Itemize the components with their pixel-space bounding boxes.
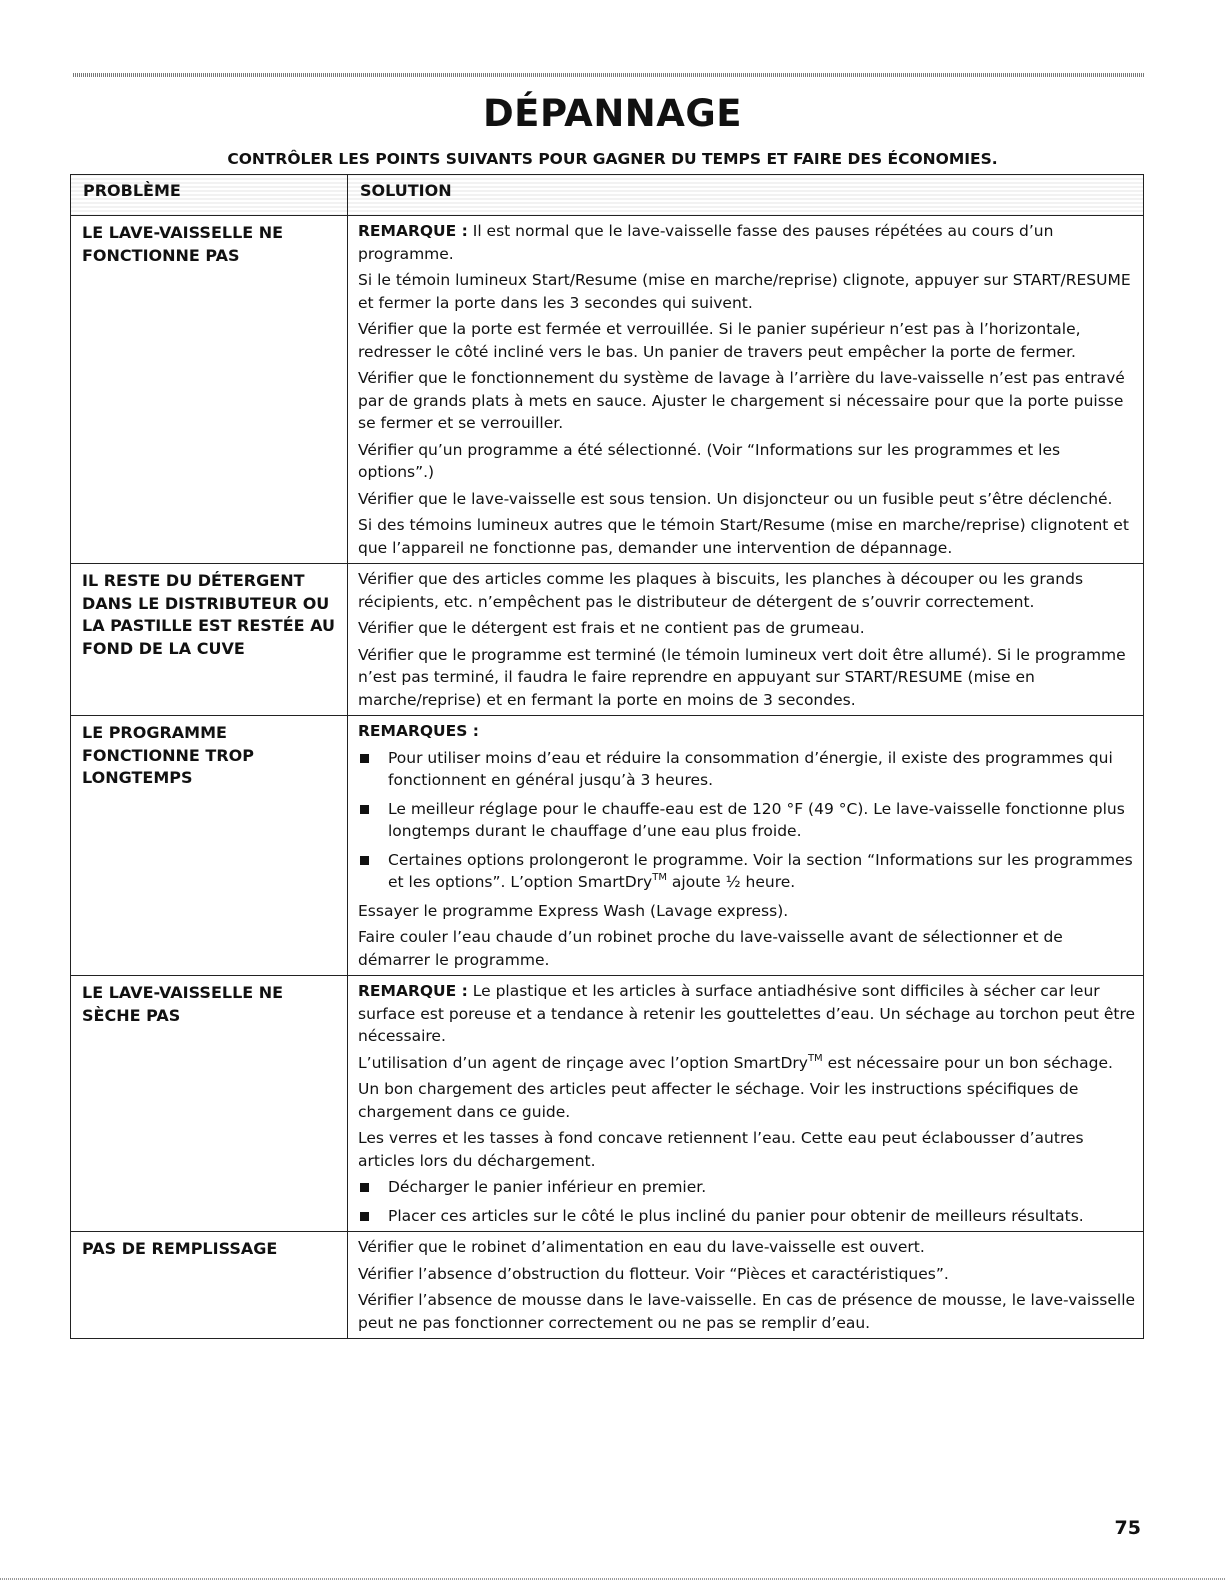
remark-text: Il est normal que le lave-vaisselle fasse des pauses répétées au cours d’un programme. bbox=[358, 222, 1054, 263]
solution-text-part: est nécessaire pour un bon séchage. bbox=[822, 1053, 1113, 1072]
solution-paragraph: Vérifier l’absence d’obstruction du flotteur. Voir “Pièces et caractéristiques”. bbox=[358, 1264, 949, 1283]
solution-paragraph: Si des témoins lumineux autres que le témoin Start/Resume (mise en marche/reprise) clignotent et que l’appareil ne fonctionne pas, demander une intervention de dépannage. bbox=[358, 516, 1129, 557]
trademark-mark: TM bbox=[807, 1052, 823, 1064]
solution-paragraph: Faire couler l’eau chaude d’un robinet proche du lave-vaisselle avant de sélectionner et de démarrer le programme. bbox=[358, 928, 1063, 969]
trademark-mark: TM bbox=[652, 872, 667, 883]
bullet-square-icon bbox=[358, 798, 388, 843]
bullet-item bbox=[358, 849, 1137, 894]
problem-cell: LE PROGRAMME FONCTIONNE TROP LONGTEMPS bbox=[71, 716, 348, 976]
table-row bbox=[71, 976, 1144, 1232]
bullet-square-icon bbox=[358, 849, 388, 894]
solution-cell bbox=[348, 1232, 1144, 1339]
bullet-text: Placer ces articles sur le côté le plus incliné du panier pour obtenir de meilleurs résultats. bbox=[388, 1206, 1084, 1225]
solution-paragraph: Vérifier que le robinet d’alimentation en eau du lave-vaisselle est ouvert. bbox=[358, 1238, 925, 1256]
solution-paragraph bbox=[358, 1052, 1137, 1075]
solution-paragraph: Vérifier que des articles comme les plaques à biscuits, les planches à découper ou les grands récipients, etc. n’empêchent pas le distributeur de détergent de s’ouvrir correctement. bbox=[358, 570, 1084, 611]
solution-cell bbox=[348, 216, 1144, 564]
page-number: 75 bbox=[1114, 1517, 1141, 1539]
problem-cell: LE LAVE-VAISSELLE NE FONCTIONNE PAS bbox=[71, 216, 348, 564]
solution-paragraph: Un bon chargement des articles peut affecter le séchage. Voir les instructions spécifiques de chargement dans ce guide. bbox=[358, 1080, 1079, 1121]
bullet-text: Pour utiliser moins d’eau et réduire la consommation d’énergie, il existe des programmes qui fonctionnent en général jusqu’à 3 heures. bbox=[388, 748, 1113, 789]
table-row bbox=[71, 716, 1144, 976]
solution-paragraph: Vérifier que le programme est terminé (le témoin lumineux vert doit être allumé). Si le programme n’est pas terminé, il faudra le faire reprendre en appuyant sur START/RESUME (mise en marche/reprise) et en fermant la porte en moins de 3 secondes. bbox=[358, 645, 1126, 709]
page-title: DÉPANNAGE bbox=[482, 92, 743, 135]
bullet-text: Décharger le panier inférieur en premier. bbox=[388, 1178, 707, 1196]
solution-cell bbox=[348, 564, 1144, 716]
solution-paragraph: Vérifier que la porte est fermée et verrouillée. Si le panier supérieur n’est pas à l’horizontale, redresser le côté incliné vers le bas. Un panier de travers peut empêcher la porte de fermer. bbox=[358, 320, 1081, 361]
bullet-text bbox=[388, 849, 1137, 894]
solution-paragraph: Les verres et les tasses à fond concave retiennent l’eau. Cette eau peut éclabousser d’autres articles lors du déchargement. bbox=[358, 1129, 1084, 1170]
solution-text-part: L’utilisation d’un agent de rinçage avec l’option SmartDry bbox=[358, 1053, 808, 1072]
problem-cell: PAS DE REMPLISSAGE bbox=[71, 1232, 348, 1339]
remark-text: Le plastique et les articles à surface antiadhésive sont difficiles à sécher car leur surface est poreuse et a tendance à retenir les gouttelettes d’eau. Un séchage au torchon peut être nécessaire. bbox=[358, 982, 1136, 1045]
solution-paragraph: Vérifier qu’un programme a été sélectionné. (Voir “Informations sur les programmes et les options”.) bbox=[358, 440, 1061, 481]
bottom-divider bbox=[0, 1578, 1225, 1580]
problem-cell: LE LAVE-VAISSELLE NE SÈCHE PAS bbox=[71, 976, 348, 1232]
bullet-item bbox=[358, 1176, 1137, 1199]
table-header-row bbox=[71, 175, 1144, 216]
page-subtitle: CONTRÔLER LES POINTS SUIVANTS POUR GAGNER DU TEMPS ET FAIRE DES ÉCONOMIES. bbox=[227, 150, 998, 168]
solution-paragraph bbox=[358, 980, 1137, 1048]
problem-cell: IL RESTE DU DÉTERGENT DANS LE DISTRIBUTEUR OU LA PASTILLE EST RESTÉE AU FOND DE LA CUVE bbox=[71, 564, 348, 716]
bullet-item bbox=[358, 1205, 1137, 1228]
solution-paragraph bbox=[358, 220, 1137, 265]
solution-paragraph: Vérifier que le lave-vaisselle est sous tension. Un disjoncteur ou un fusible peut s’être déclenché. bbox=[358, 489, 1113, 508]
solution-paragraph: Vérifier l’absence de mousse dans le lave-vaisselle. En cas de présence de mousse, le lave-vaisselle peut ne pas fonctionner correctement ou ne pas se remplir d’eau. bbox=[358, 1291, 1136, 1332]
bullet-item bbox=[358, 798, 1137, 843]
bullet-square-icon bbox=[358, 747, 388, 792]
remark-label: REMARQUE : bbox=[358, 222, 468, 240]
bullet-square-icon bbox=[358, 1176, 388, 1199]
bullet-item bbox=[358, 747, 1137, 792]
solution-paragraph: Vérifier que le détergent est frais et ne contient pas de grumeau. bbox=[358, 619, 865, 637]
troubleshooting-table bbox=[70, 174, 1144, 1339]
solution-cell bbox=[348, 976, 1144, 1232]
solution-paragraph: Si le témoin lumineux Start/Resume (mise en marche/reprise) clignote, appuyer sur START/RESUME et fermer la porte dans les 3 secondes qui suivent. bbox=[358, 271, 1131, 312]
remark-label: REMARQUE : bbox=[358, 982, 468, 1000]
bullet-text-part: ajoute ½ heure. bbox=[666, 873, 796, 891]
header-problem: PROBLÈME bbox=[71, 175, 348, 216]
solution-paragraph: Essayer le programme Express Wash (Lavage express). bbox=[358, 901, 789, 920]
bullet-text-part: Certaines options prolongeront le programme. Voir la section “Informations sur les programmes et les options”. L’option SmartDry bbox=[388, 850, 1133, 891]
bullet-square-icon bbox=[358, 1205, 388, 1228]
table-row bbox=[71, 564, 1144, 716]
solution-cell bbox=[348, 716, 1144, 976]
bullet-text: Le meilleur réglage pour le chauffe-eau est de 120 °F (49 °C). Le lave-vaisselle fonctionne plus longtemps durant le chauffage d’une eau plus froide. bbox=[388, 799, 1125, 840]
remarks-label: REMARQUES : bbox=[358, 722, 479, 740]
header-solution: SOLUTION bbox=[348, 175, 1144, 216]
solution-paragraph: Vérifier que le fonctionnement du système de lavage à l’arrière du lave-vaisselle n’est pas entravé par de grands plats à mets en sauce. Ajuster le chargement si nécessaire pour que la porte puisse se fermer et se verrouiller. bbox=[358, 369, 1125, 432]
top-divider bbox=[73, 73, 1145, 77]
table-row bbox=[71, 1232, 1144, 1339]
table-row bbox=[71, 216, 1144, 564]
